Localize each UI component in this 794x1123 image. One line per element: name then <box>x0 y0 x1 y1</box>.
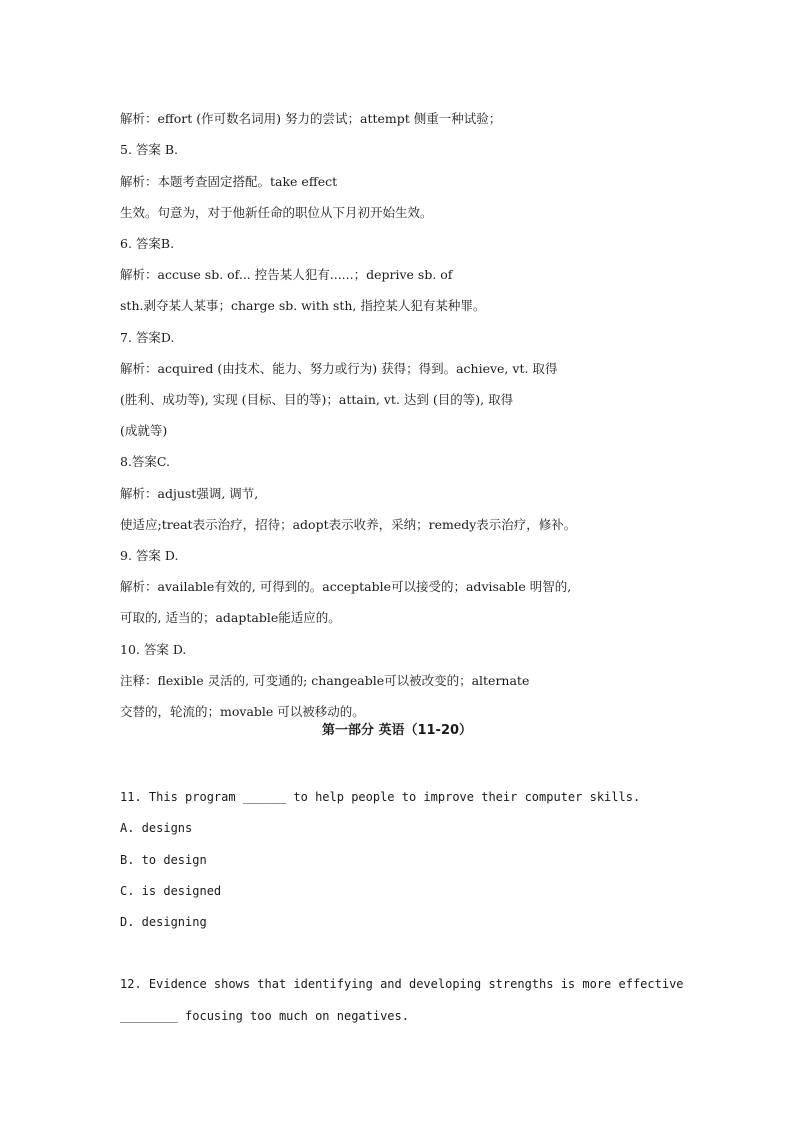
question-11-option-a: A. designs <box>120 821 193 835</box>
answer-line: 解析：available有效的, 可得到的。acceptable可以接受的；advisable 明智的, <box>120 579 572 594</box>
section-heading: 第一部分 英语（11-20） <box>321 723 473 738</box>
answer-label: 6. 答案B. <box>120 236 175 251</box>
answer-line: 生效。句意为，对于他新任命的职位从下月初开始生效。 <box>120 205 433 220</box>
question-11: 11. This program ______ to help people to improve their computer skills. <box>120 790 641 804</box>
answer-line: 解析：effort (作可数名词用) 努力的尝试；attempt 侧重一种试验； <box>120 111 502 126</box>
question-11-option-d: D. designing <box>120 915 207 929</box>
answer-label: 5. 答案 B. <box>120 142 179 157</box>
answer-label: 10. 答案 D. <box>120 642 187 657</box>
question-12-continued: ________ focusing too much on negatives. <box>120 1009 409 1023</box>
answer-line: 使适应;treat表示治疗，招待；adopt表示收养，采纳；remedy表示治疗，修补。 <box>120 517 577 532</box>
question-11-option-b: B. to design <box>120 853 207 867</box>
answer-line: (胜利、成功等), 实现 (目标、目的等)；attain, vt. 达到 (目的等), 取得 <box>120 392 514 407</box>
answer-line: 交替的，轮流的；movable 可以被移动的。 <box>120 704 365 719</box>
answer-line: 注释：flexible 灵活的, 可变通的; changeable可以被改变的；alternate <box>120 673 530 688</box>
answer-line: 解析：accuse sb. of... 控告某人犯有......；deprive sb. of <box>120 267 453 282</box>
answer-label: 8.答案C. <box>120 454 171 469</box>
answer-line: 解析：本题考查固定搭配。take effect <box>120 174 338 189</box>
answer-line: 可取的, 适当的；adaptable能适应的。 <box>120 610 341 625</box>
question-12: 12. Evidence shows that identifying and developing strengths is more effective <box>120 977 684 991</box>
answer-line: sth.剥夺某人某事；charge sb. with sth, 指控某人犯有某种罪。 <box>120 298 486 313</box>
question-11-option-c: C. is designed <box>120 884 222 898</box>
answer-line: (成就等) <box>120 423 168 438</box>
answer-label: 7. 答案D. <box>120 330 175 345</box>
answer-label: 9. 答案 D. <box>120 548 179 563</box>
answer-line: 解析：adjust强调, 调节, <box>120 486 259 501</box>
answer-line: 解析：acquired (由技术、能力、努力或行为) 获得；得到。achieve, vt. 取得 <box>120 361 558 376</box>
